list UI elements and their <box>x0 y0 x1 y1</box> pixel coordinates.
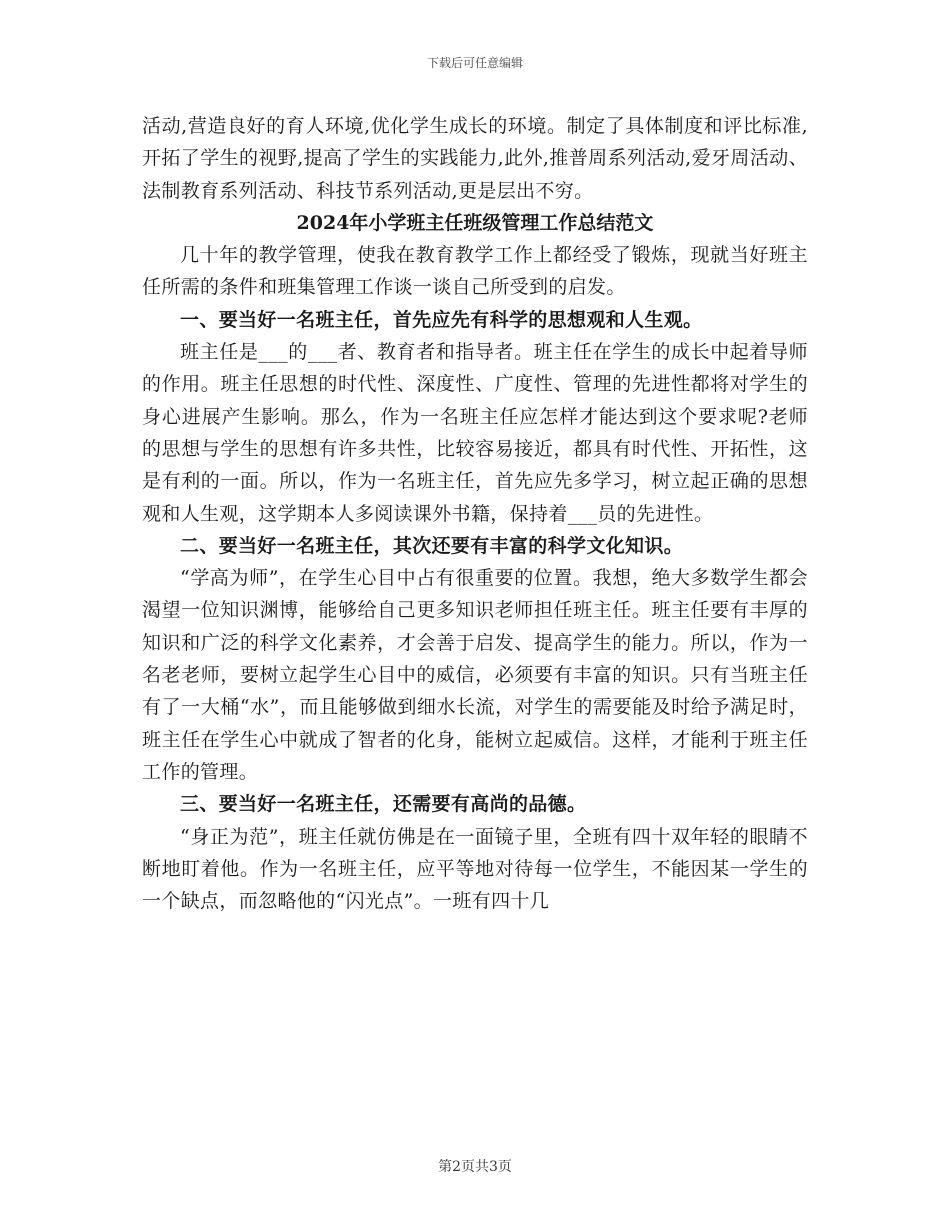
section-2-heading: 二、要当好一名班主任，其次还要有丰富的科学文化知识。 <box>180 534 684 557</box>
section-2-paragraph: “学高为师”，在学生心目中占有很重要的位置。我想，绝大多数学生都会渴望一位知识渊博，能够给自己更多知识老师担任班主任。班主任要有丰厚的知识和广泛的科学文化素养，才会善于启发、提高学生的能力。所以，作为一名老老师，要树立起学生心目中的威信，必须要有丰富的知识。只有当班主任有了一大桶“水”，而且能够做到细水长流，对学生的需要能及时给予满足时，班主任在学生心中就成了智者的化身，能树立起威信。这样，才能利于班主任工作的管理。 <box>142 567 808 783</box>
page-footer: 第2页共3页 <box>438 1159 512 1175</box>
section-1-paragraph: 班主任是___的___者、教育者和指导者。班主任在学生的成长中起着导师的作用。班主任思想的时代性、深度性、广度性、管理的先进性都将对学生的身心进展产生影响。那么，作为一名班主任应怎样才能达到这个要求呢?老师的思想与学生的思想有许多共性，比较容易接近，都具有时代性、开拓性，这是有利的一面。所以，作为一名班主任，首先应先多学习，树立起正确的思想观和人生观，这学期本人多阅读课外书籍，保持着___员的先进性。 <box>142 341 808 525</box>
continuation-paragraph: 活动,营造良好的育人环境,优化学生成长的环境。制定了具体制度和评比标准,开拓了学生的视野,提高了学生的实践能力,此外,推普周系列活动,爱牙周活动、法制教育系列活动、科技节系列活动,更是层出不穷。 <box>142 115 808 202</box>
section-3-heading: 三、要当好一名班主任，还需要有高尚的品德。 <box>180 793 587 816</box>
intro-paragraph: 几十年的教学管理，使我在教育教学工作上都经受了锻炼，现就当好班主任所需的条件和班集管理工作谈一谈自己所受到的启发。 <box>142 244 808 299</box>
page-header: 下载后可任意编辑 <box>426 56 523 70</box>
section-3-paragraph: “身正为范”，班主任就仿佛是在一面镜子里，全班有四十双年轻的眼睛不断地盯着他。作为一名班主任，应平等地对待每一位学生，不能因某一学生的一个缺点，而忽略他的“闪光点”。一班有四十几 <box>142 825 808 913</box>
section-1-heading: 一、要当好一名班主任，首先应先有科学的思想观和人生观。 <box>180 308 703 331</box>
document-body <box>142 110 808 917</box>
document-title: 2024年小学班主任班级管理工作总结范文 <box>296 211 654 234</box>
